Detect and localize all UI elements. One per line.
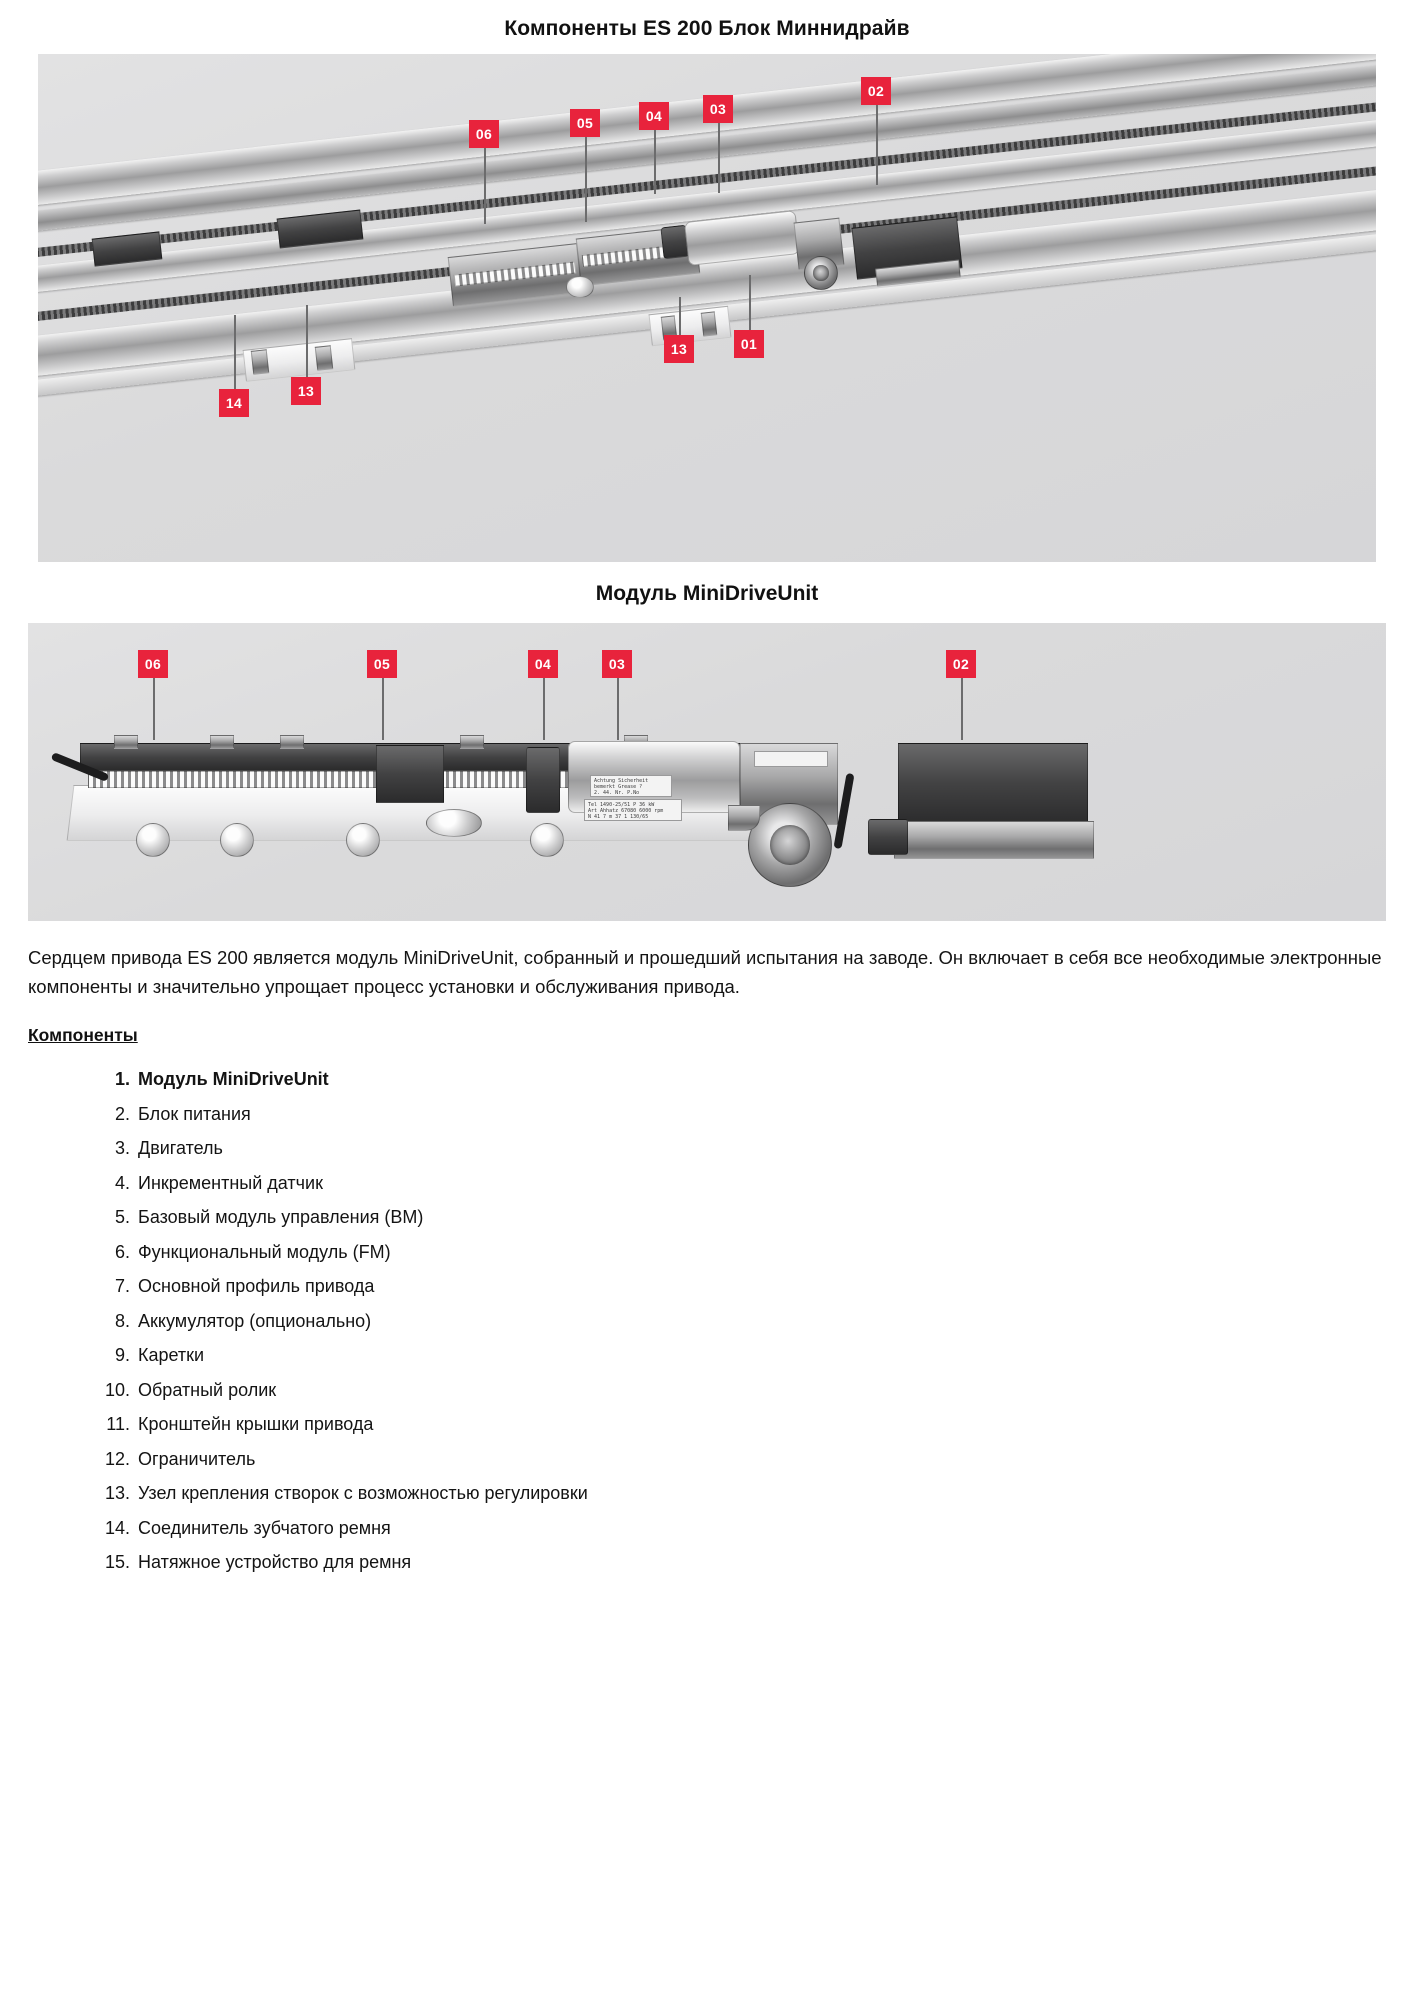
component-list-item-15: Натяжное устройство для ремня [138, 1552, 412, 1572]
callout-leader-line [654, 130, 656, 194]
callout-leader-line [543, 678, 545, 740]
fan-disc [426, 809, 482, 837]
component-list-item-3: Двигатель [138, 1138, 223, 1158]
callout-leader-line [961, 678, 963, 740]
callout-badge-13[interactable]: 13 [664, 335, 694, 363]
components-list [0, 1062, 1414, 1580]
component-list-item-6: Функциональный модуль (FM) [138, 1241, 391, 1262]
component-list-item-8: Аккумулятор (опционально) [138, 1310, 372, 1331]
mount-boss-4 [460, 735, 484, 749]
callout-badge-06[interactable]: 06 [138, 650, 168, 678]
motor-label-line: 2. 44. Nr. P.No [594, 790, 640, 796]
mount-boss-2 [210, 735, 234, 749]
motor-label-line: Achtung Sicherheit [594, 778, 649, 784]
belt-guard [728, 805, 760, 831]
connector-housing-centre [376, 745, 444, 803]
callout-leader-line [718, 123, 720, 193]
roller-1 [136, 823, 170, 857]
component-list-item-2: Блок питания [138, 1103, 251, 1124]
gearbox-label [754, 751, 828, 767]
callout-leader-line [585, 137, 587, 222]
callout-badge-13[interactable]: 13 [291, 377, 321, 405]
callout-leader-line [617, 678, 619, 740]
component-list-item-14: Соединитель зубчатого ремня [138, 1517, 391, 1538]
callout-leader-line [382, 678, 384, 740]
callout-badge-01[interactable]: 01 [734, 330, 764, 358]
leaf-fixing-left-clamp [315, 345, 333, 371]
component-list-item-10: Обратный ролик [138, 1379, 277, 1400]
callout-badge-04[interactable]: 04 [639, 102, 669, 130]
callout-badge-03[interactable]: 03 [703, 95, 733, 123]
figure-minidriveunit-module [28, 623, 1386, 921]
components-heading-row [0, 1001, 1414, 1046]
cooling-fan-disc [566, 276, 594, 298]
component-list-item-13: Узел крепления створок с возможностью регулировки [138, 1483, 588, 1503]
callout-leader-line [749, 275, 751, 330]
component-list-item-1: Модуль MiniDriveUnit [138, 1069, 329, 1089]
callout-leader-line [484, 148, 486, 224]
power-supply-box [898, 743, 1088, 825]
belt-connector-clamp [251, 349, 269, 375]
motor-warning-label [590, 775, 672, 797]
callout-badge-02[interactable]: 02 [861, 77, 891, 105]
motor-spec-line: Art Ahhatz 67080 6000 rpm [588, 808, 664, 814]
components-heading: Компоненты [28, 1025, 138, 1045]
mount-boss-1 [114, 735, 138, 749]
figure-es200-drive-unit [38, 54, 1376, 562]
leaf-fixing-right-clamp-2 [701, 311, 718, 336]
callout-leader-line [306, 305, 308, 377]
page-title: Компоненты ES 200 Блок Миннидрайв [504, 17, 910, 40]
incremental-encoder-module [526, 747, 560, 813]
callout-badge-05[interactable]: 05 [570, 109, 600, 137]
callout-badge-05[interactable]: 05 [367, 650, 397, 678]
terminal-blocks-fm [88, 771, 404, 788]
motor-spec-label [584, 799, 682, 821]
callout-leader-line [679, 297, 681, 335]
callout-leader-line [876, 105, 878, 185]
callout-badge-06[interactable]: 06 [469, 120, 499, 148]
section-title-minidriveunit: Модуль MiniDriveUnit [595, 582, 819, 605]
motor-spec-line: N 41 7 m 37 1 130/65 [588, 814, 649, 820]
roller-2 [220, 823, 254, 857]
callout-badge-02[interactable]: 02 [946, 650, 976, 678]
callout-leader-line [234, 315, 236, 389]
callout-leader-line [153, 678, 155, 740]
power-supply-frame [894, 821, 1094, 859]
component-list-item-5: Базовый модуль управления (BM) [138, 1207, 424, 1227]
power-connector [868, 819, 908, 855]
callout-badge-14[interactable]: 14 [219, 389, 249, 417]
roller-3 [346, 823, 380, 857]
component-list-item-4: Инкрементный датчик [138, 1172, 323, 1193]
drive-pulley [804, 256, 838, 290]
callout-badge-03[interactable]: 03 [602, 650, 632, 678]
component-list-item-12: Ограничитель [138, 1448, 256, 1469]
motor-spec-line: Tel 1490-25/51 P 36 kW [588, 802, 655, 808]
roller-4 [530, 823, 564, 857]
motor-label-line: bemerkt Grease ? [594, 784, 643, 790]
component-list-item-11: Кронштейн крышки привода [138, 1414, 374, 1434]
intro-paragraph: Сердцем привода ES 200 является модуль MiniDriveUnit, собранный и прошедший испытания на заводе. Он включает в себя все необходимые электронные компоненты и значительно упрощает процесс установки и обслуживания привода. [28, 947, 1382, 997]
belt-pulley [748, 803, 832, 887]
mount-boss-3 [280, 735, 304, 749]
component-list-item-9: Каретки [138, 1345, 205, 1365]
component-list-item-7: Основной профиль привода [138, 1276, 375, 1296]
callout-badge-04[interactable]: 04 [528, 650, 558, 678]
